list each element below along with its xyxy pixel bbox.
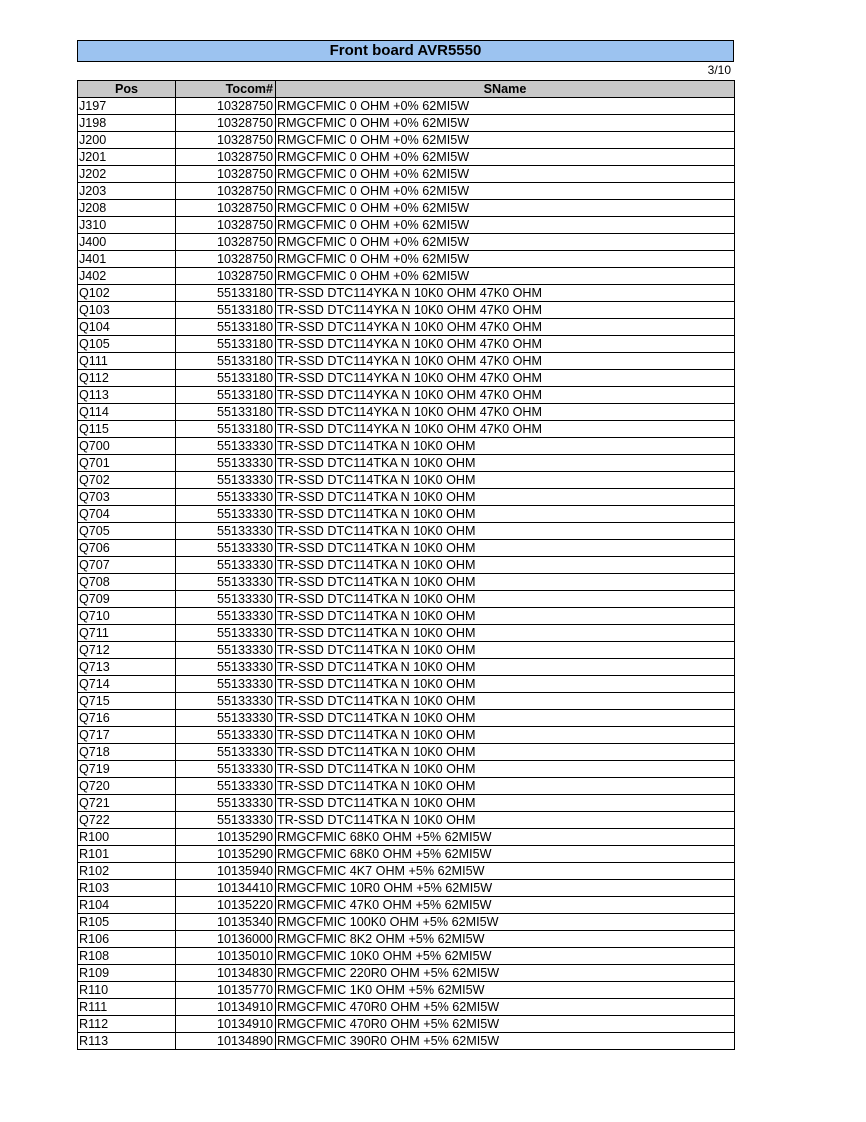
cell-pos: Q104 [78,319,176,336]
cell-tocom: 10134890 [176,1033,276,1050]
cell-tocom: 55133330 [176,523,276,540]
cell-pos: R108 [78,948,176,965]
cell-tocom: 55133330 [176,642,276,659]
table-row [78,897,735,914]
cell-tocom: 10328750 [176,98,276,115]
header-pos: Pos [78,81,176,98]
cell-tocom: 55133180 [176,387,276,404]
cell-pos: J197 [78,98,176,115]
table-row [78,370,735,387]
cell-sname: RMGCFMIC 4K7 OHM +5% 62MI5W [276,863,735,880]
table-row [78,540,735,557]
cell-pos: Q113 [78,387,176,404]
cell-pos: J402 [78,268,176,285]
table-row [78,557,735,574]
cell-pos: Q115 [78,421,176,438]
cell-pos: J310 [78,217,176,234]
table-row [78,472,735,489]
cell-pos: Q706 [78,540,176,557]
table-row [78,948,735,965]
cell-tocom: 10328750 [176,234,276,251]
cell-tocom: 10135290 [176,829,276,846]
table-body [78,98,735,1050]
cell-pos: R112 [78,1016,176,1033]
cell-tocom: 10135340 [176,914,276,931]
cell-tocom: 55133330 [176,744,276,761]
table-row [78,421,735,438]
cell-tocom: 55133330 [176,608,276,625]
cell-sname: RMGCFMIC 0 OHM +0% 62MI5W [276,149,735,166]
cell-pos: J203 [78,183,176,200]
table-row [78,166,735,183]
cell-tocom: 10135290 [176,846,276,863]
cell-pos: Q708 [78,574,176,591]
cell-tocom: 55133330 [176,557,276,574]
cell-pos: R100 [78,829,176,846]
cell-tocom: 10135940 [176,863,276,880]
cell-tocom: 55133330 [176,693,276,710]
table-row [78,574,735,591]
cell-pos: Q105 [78,336,176,353]
table-row [78,200,735,217]
cell-sname: TR-SSD DTC114TKA N 10K0 OHM [276,795,735,812]
cell-sname: TR-SSD DTC114TKA N 10K0 OHM [276,676,735,693]
table-row [78,693,735,710]
cell-sname: TR-SSD DTC114TKA N 10K0 OHM [276,761,735,778]
table-header-row [78,81,735,98]
table-row [78,132,735,149]
cell-tocom: 10328750 [176,200,276,217]
cell-tocom: 55133330 [176,710,276,727]
table-row [78,1016,735,1033]
cell-sname: RMGCFMIC 0 OHM +0% 62MI5W [276,200,735,217]
table-row [78,353,735,370]
table-row [78,608,735,625]
cell-pos: Q701 [78,455,176,472]
cell-pos: R105 [78,914,176,931]
cell-tocom: 55133330 [176,455,276,472]
cell-sname: RMGCFMIC 0 OHM +0% 62MI5W [276,166,735,183]
cell-pos: Q715 [78,693,176,710]
cell-pos: Q711 [78,625,176,642]
cell-tocom: 55133330 [176,778,276,795]
table-row [78,234,735,251]
cell-sname: TR-SSD DTC114YKA N 10K0 OHM 47K0 OHM [276,404,735,421]
table-row [78,285,735,302]
table-row [78,795,735,812]
cell-tocom: 55133180 [176,370,276,387]
cell-sname: RMGCFMIC 0 OHM +0% 62MI5W [276,98,735,115]
table-row [78,98,735,115]
cell-sname: TR-SSD DTC114YKA N 10K0 OHM 47K0 OHM [276,319,735,336]
cell-sname: RMGCFMIC 0 OHM +0% 62MI5W [276,234,735,251]
cell-pos: J198 [78,115,176,132]
cell-tocom: 55133330 [176,659,276,676]
table-row [78,846,735,863]
table-row [78,268,735,285]
cell-tocom: 55133330 [176,438,276,455]
table-row [78,489,735,506]
cell-pos: Q704 [78,506,176,523]
header-sname: SName [276,81,735,98]
cell-tocom: 55133180 [176,353,276,370]
cell-pos: R103 [78,880,176,897]
cell-pos: J401 [78,251,176,268]
cell-pos: R102 [78,863,176,880]
cell-tocom: 10134910 [176,1016,276,1033]
cell-sname: TR-SSD DTC114TKA N 10K0 OHM [276,625,735,642]
cell-pos: Q720 [78,778,176,795]
cell-sname: TR-SSD DTC114TKA N 10K0 OHM [276,557,735,574]
cell-tocom: 55133330 [176,625,276,642]
cell-tocom: 10328750 [176,132,276,149]
cell-pos: J400 [78,234,176,251]
table-row [78,761,735,778]
table-row [78,999,735,1016]
cell-sname: RMGCFMIC 0 OHM +0% 62MI5W [276,183,735,200]
cell-tocom: 10135770 [176,982,276,999]
cell-tocom: 55133180 [176,421,276,438]
cell-tocom: 10328750 [176,166,276,183]
cell-sname: TR-SSD DTC114TKA N 10K0 OHM [276,659,735,676]
table-row [78,1033,735,1050]
cell-sname: RMGCFMIC 1K0 OHM +5% 62MI5W [276,982,735,999]
cell-tocom: 55133330 [176,812,276,829]
table-row [78,829,735,846]
cell-sname: TR-SSD DTC114TKA N 10K0 OHM [276,506,735,523]
cell-pos: J201 [78,149,176,166]
cell-sname: TR-SSD DTC114YKA N 10K0 OHM 47K0 OHM [276,387,735,404]
cell-tocom: 55133180 [176,319,276,336]
cell-sname: RMGCFMIC 220R0 OHM +5% 62MI5W [276,965,735,982]
cell-sname: RMGCFMIC 0 OHM +0% 62MI5W [276,132,735,149]
cell-pos: Q709 [78,591,176,608]
cell-sname: TR-SSD DTC114TKA N 10K0 OHM [276,472,735,489]
cell-sname: TR-SSD DTC114YKA N 10K0 OHM 47K0 OHM [276,285,735,302]
cell-sname: RMGCFMIC 0 OHM +0% 62MI5W [276,268,735,285]
cell-tocom: 10135010 [176,948,276,965]
cell-pos: Q710 [78,608,176,625]
cell-pos: R104 [78,897,176,914]
cell-pos: R101 [78,846,176,863]
table-row [78,965,735,982]
cell-sname: RMGCFMIC 0 OHM +0% 62MI5W [276,115,735,132]
cell-tocom: 55133330 [176,591,276,608]
table-row [78,336,735,353]
cell-tocom: 55133180 [176,404,276,421]
cell-tocom: 10134910 [176,999,276,1016]
cell-pos: R106 [78,931,176,948]
cell-sname: TR-SSD DTC114TKA N 10K0 OHM [276,540,735,557]
cell-sname: RMGCFMIC 0 OHM +0% 62MI5W [276,217,735,234]
cell-sname: TR-SSD DTC114TKA N 10K0 OHM [276,438,735,455]
cell-pos: Q111 [78,353,176,370]
cell-tocom: 55133330 [176,761,276,778]
cell-tocom: 10328750 [176,149,276,166]
cell-tocom: 10134830 [176,965,276,982]
cell-pos: Q712 [78,642,176,659]
cell-sname: TR-SSD DTC114TKA N 10K0 OHM [276,812,735,829]
cell-pos: R109 [78,965,176,982]
cell-pos: Q112 [78,370,176,387]
table-row [78,914,735,931]
cell-sname: TR-SSD DTC114YKA N 10K0 OHM 47K0 OHM [276,353,735,370]
table-row [78,812,735,829]
cell-sname: TR-SSD DTC114TKA N 10K0 OHM [276,693,735,710]
cell-tocom: 10328750 [176,268,276,285]
cell-tocom: 55133330 [176,472,276,489]
cell-sname: TR-SSD DTC114TKA N 10K0 OHM [276,744,735,761]
cell-pos: Q703 [78,489,176,506]
table-row [78,115,735,132]
cell-tocom: 10328750 [176,217,276,234]
cell-sname: RMGCFMIC 390R0 OHM +5% 62MI5W [276,1033,735,1050]
cell-pos: Q714 [78,676,176,693]
cell-pos: Q721 [78,795,176,812]
table-row [78,642,735,659]
table-row [78,659,735,676]
table-row [78,319,735,336]
table-row [78,676,735,693]
cell-sname: RMGCFMIC 10K0 OHM +5% 62MI5W [276,948,735,965]
cell-pos: R111 [78,999,176,1016]
cell-sname: TR-SSD DTC114TKA N 10K0 OHM [276,574,735,591]
cell-tocom: 10135220 [176,897,276,914]
cell-pos: Q719 [78,761,176,778]
table-row [78,387,735,404]
cell-tocom: 55133330 [176,489,276,506]
table-row [78,455,735,472]
cell-tocom: 55133330 [176,727,276,744]
table-row [78,217,735,234]
cell-tocom: 10328750 [176,251,276,268]
cell-pos: Q700 [78,438,176,455]
cell-tocom: 55133330 [176,506,276,523]
table-row [78,149,735,166]
cell-sname: RMGCFMIC 8K2 OHM +5% 62MI5W [276,931,735,948]
cell-pos: Q702 [78,472,176,489]
cell-sname: TR-SSD DTC114TKA N 10K0 OHM [276,591,735,608]
table-row [78,744,735,761]
table-row [78,710,735,727]
cell-sname: TR-SSD DTC114YKA N 10K0 OHM 47K0 OHM [276,302,735,319]
cell-sname: TR-SSD DTC114TKA N 10K0 OHM [276,523,735,540]
table-row [78,880,735,897]
cell-pos: Q707 [78,557,176,574]
cell-sname: RMGCFMIC 470R0 OHM +5% 62MI5W [276,1016,735,1033]
cell-pos: J202 [78,166,176,183]
cell-sname: TR-SSD DTC114TKA N 10K0 OHM [276,710,735,727]
cell-pos: Q705 [78,523,176,540]
cell-pos: Q713 [78,659,176,676]
cell-tocom: 55133180 [176,336,276,353]
cell-pos: J200 [78,132,176,149]
cell-tocom: 10136000 [176,931,276,948]
table-row [78,523,735,540]
table-row [78,625,735,642]
table-row [78,183,735,200]
cell-pos: Q717 [78,727,176,744]
table-row [78,438,735,455]
table-row [78,506,735,523]
cell-pos: Q103 [78,302,176,319]
table-row [78,302,735,319]
cell-tocom: 10328750 [176,115,276,132]
cell-sname: TR-SSD DTC114TKA N 10K0 OHM [276,778,735,795]
cell-sname: RMGCFMIC 68K0 OHM +5% 62MI5W [276,846,735,863]
document-title: Front board AVR5550 [77,40,734,62]
cell-sname: RMGCFMIC 0 OHM +0% 62MI5W [276,251,735,268]
table-row [78,863,735,880]
cell-sname: TR-SSD DTC114YKA N 10K0 OHM 47K0 OHM [276,370,735,387]
header-tocom: Tocom# [176,81,276,98]
cell-sname: TR-SSD DTC114YKA N 10K0 OHM 47K0 OHM [276,336,735,353]
cell-sname: TR-SSD DTC114TKA N 10K0 OHM [276,727,735,744]
cell-sname: TR-SSD DTC114TKA N 10K0 OHM [276,455,735,472]
cell-sname: TR-SSD DTC114TKA N 10K0 OHM [276,642,735,659]
cell-sname: RMGCFMIC 10R0 OHM +5% 62MI5W [276,880,735,897]
cell-pos: Q114 [78,404,176,421]
cell-tocom: 55133330 [176,795,276,812]
cell-tocom: 55133180 [176,302,276,319]
table-row [78,404,735,421]
cell-sname: RMGCFMIC 470R0 OHM +5% 62MI5W [276,999,735,1016]
cell-pos: J208 [78,200,176,217]
cell-sname: TR-SSD DTC114YKA N 10K0 OHM 47K0 OHM [276,421,735,438]
cell-sname: RMGCFMIC 68K0 OHM +5% 62MI5W [276,829,735,846]
table-row [78,778,735,795]
cell-tocom: 55133330 [176,676,276,693]
table-row [78,931,735,948]
cell-sname: RMGCFMIC 47K0 OHM +5% 62MI5W [276,897,735,914]
cell-pos: Q722 [78,812,176,829]
cell-tocom: 55133330 [176,540,276,557]
table-row [78,591,735,608]
cell-pos: R113 [78,1033,176,1050]
cell-tocom: 10134410 [176,880,276,897]
cell-sname: RMGCFMIC 100K0 OHM +5% 62MI5W [276,914,735,931]
cell-pos: Q102 [78,285,176,302]
table-row [78,251,735,268]
cell-sname: TR-SSD DTC114TKA N 10K0 OHM [276,489,735,506]
cell-tocom: 55133330 [176,574,276,591]
table-row [78,727,735,744]
cell-pos: Q718 [78,744,176,761]
table-row [78,982,735,999]
cell-pos: Q716 [78,710,176,727]
cell-tocom: 55133180 [176,285,276,302]
cell-pos: R110 [78,982,176,999]
cell-tocom: 10328750 [176,183,276,200]
page-number: 3/10 [707,63,731,77]
parts-table [77,80,735,1050]
cell-sname: TR-SSD DTC114TKA N 10K0 OHM [276,608,735,625]
